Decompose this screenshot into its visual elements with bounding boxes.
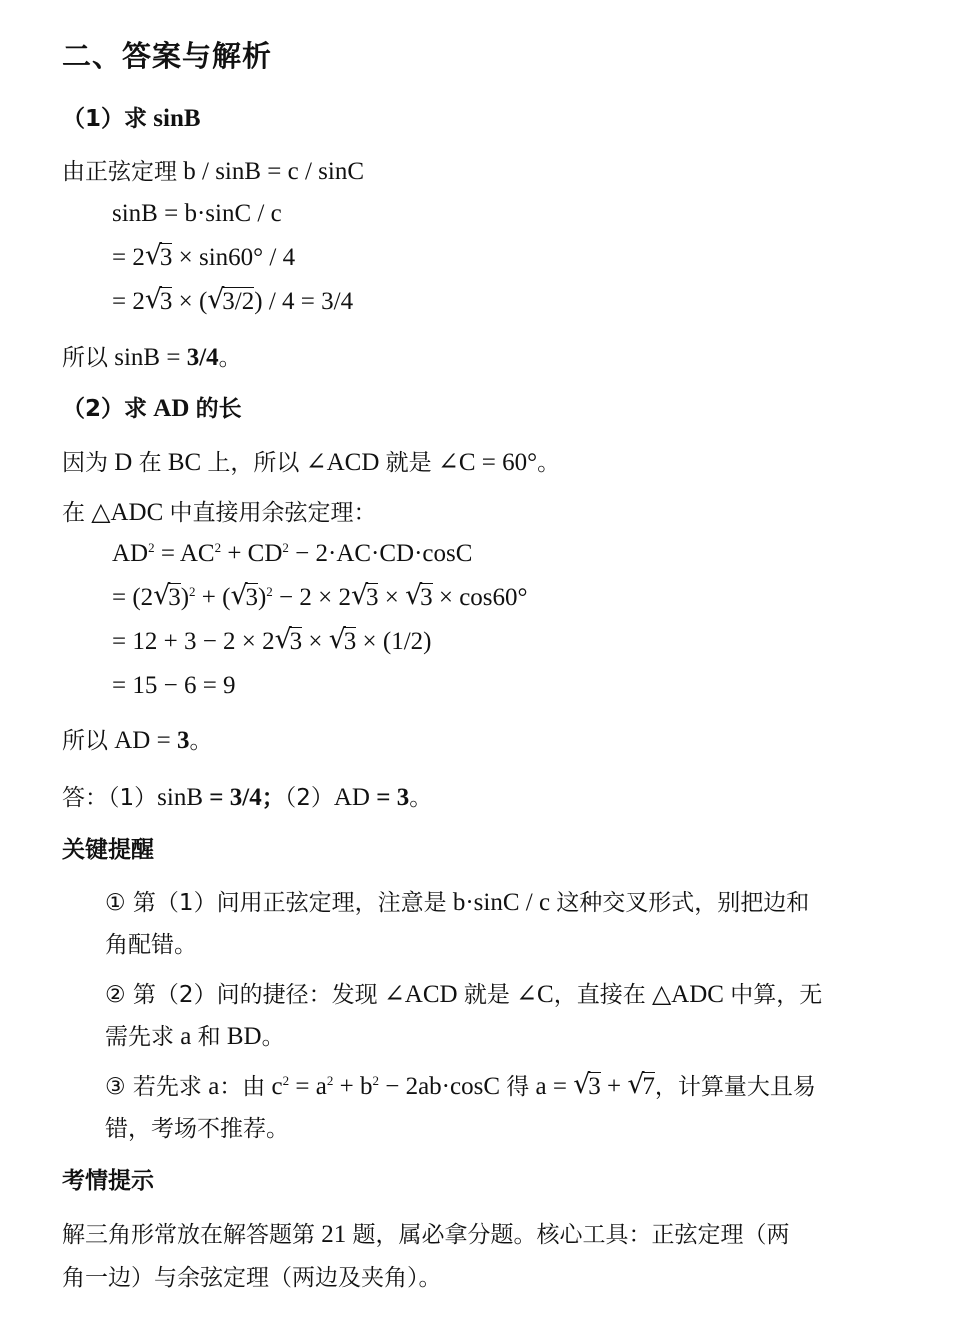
key-point-1-m: b·sinC / c: [446, 889, 557, 916]
part2-eq2-e: − 2 × 2: [272, 584, 351, 611]
key-point-1-b: 这种交叉形式，别把边和: [556, 890, 810, 916]
key-point-1-a: ① 第（1）问用正弦定理，注意是: [105, 890, 447, 916]
key-point-2-b: 就是: [463, 982, 510, 1008]
answer-p2: （2）: [284, 785, 334, 811]
key-point-3-cont: [105, 1110, 289, 1143]
part1-step3-root2: 3/2: [222, 288, 255, 315]
key-point-3-r1: 3: [588, 1073, 601, 1100]
key-point-2-g: 。: [261, 1024, 285, 1050]
key-point-3-m1: a: [201, 1073, 220, 1100]
part2-eq2-g: × cos60°: [432, 584, 528, 611]
part2-conclusion-end: 。: [189, 728, 213, 754]
key-point-3-m5: − 2ab·cosC: [378, 1073, 507, 1100]
key-point-3-m3: = a: [289, 1073, 327, 1100]
part1-line1-math: b / sinB = c / sinC: [177, 158, 365, 185]
exam-tips-line1: [62, 1216, 790, 1249]
part2-eq3-b: ×: [302, 628, 329, 655]
part2-heading-cn: 求: [124, 396, 148, 422]
exam-tips-title: 考情提示: [62, 1168, 154, 1194]
answer-p1-bold: = 3/4: [209, 784, 262, 811]
superscript: 2: [326, 1073, 334, 1088]
key-point-2-m3: △ADC: [645, 981, 731, 1008]
key-point-2-m4: a: [174, 1023, 198, 1050]
part2-conclusion: [62, 722, 212, 755]
exam-tips-line2-text: 角一边）与余弦定理（两边及夹角）。: [62, 1265, 442, 1291]
key-point-3-a: ③ 若先求: [105, 1074, 202, 1100]
exam-tips-line1-a: 解三角形常放在解答题第: [62, 1222, 315, 1248]
part2-eq3-a: = 12 + 3 − 2 × 2: [112, 628, 275, 655]
part1-conclusion-math: sinB =: [108, 344, 187, 371]
part1-step3-root1: 3: [159, 288, 173, 315]
part2-line2-cn2: 中直接用余弦定理：: [169, 500, 377, 526]
part1-heading-math: sinB: [147, 105, 201, 132]
superscript: 2: [189, 584, 196, 599]
part2-eq1-d: − 2·AC·CD·cosC: [288, 540, 473, 567]
part1-step3: [112, 284, 354, 316]
part1-step2-b: × sin60° / 4: [172, 244, 296, 271]
key-point-2-e: 需先求: [105, 1024, 174, 1050]
exam-tips-line1-m: 21: [315, 1221, 353, 1248]
part2-eq2-d: ): [257, 584, 267, 611]
part1-step1: sinB = b·sinC / c: [112, 200, 282, 227]
part2-line1-m2: BC: [161, 449, 208, 476]
key-point-2-m2: ∠C: [509, 981, 554, 1008]
part1-conclusion-end: 。: [218, 345, 242, 371]
key-point-3-m7: +: [600, 1073, 628, 1100]
part2-line2-cn1: 在: [62, 500, 85, 526]
part1-conclusion-cn: 所以: [62, 345, 108, 371]
key-point-3-m4: + b: [333, 1073, 373, 1100]
part2-eq4: = 15 − 6 = 9: [112, 672, 236, 699]
answer-p1-math: sinB: [157, 784, 210, 811]
part1-step2: [112, 240, 296, 272]
part2-line1-end: 。: [537, 450, 561, 476]
sqrt-symbol: √ 3: [144, 240, 173, 271]
part2-eq3-r1: 3: [289, 628, 303, 655]
sqrt-symbol: √ 3: [405, 580, 433, 611]
key-point-2: [105, 976, 822, 1009]
part2-eq2-r1: 3: [168, 584, 181, 611]
key-point-2-a: ② 第（2）问的捷径：发现: [105, 982, 378, 1008]
superscript: 2: [214, 540, 222, 555]
part2-eq2-c: + (: [195, 584, 231, 611]
sqrt-symbol: √ 3: [153, 580, 181, 611]
part2-heading-cn2: 的长: [195, 396, 242, 422]
exam-tips-line1-b: 题，属必拿分题。核心工具：正弦定理（两: [352, 1222, 790, 1248]
key-point-2-m5: BD: [220, 1023, 262, 1050]
superscript: 2: [148, 540, 155, 555]
part2-eq1: [112, 540, 472, 568]
part1-step3-b: × (: [172, 288, 208, 315]
part2-line1-m3: ∠ACD: [299, 449, 386, 476]
part1-conclusion-bold: 3/4: [186, 344, 219, 371]
part2-conclusion-math: AD =: [108, 727, 177, 754]
key-point-2-cont: [105, 1018, 285, 1051]
key-point-2-c: ，直接在: [553, 982, 646, 1008]
part2-eq2-a: = (2: [112, 584, 154, 611]
part2-conclusion-cn: 所以: [62, 728, 108, 754]
key-point-1-c: 角配错。: [105, 932, 197, 958]
sqrt-symbol: √ 3: [144, 284, 173, 315]
part2-line1-cn3: 上，所以: [207, 450, 300, 476]
part2-conclusion-bold: 3: [176, 727, 190, 754]
part2-eq2-b: ): [180, 584, 190, 611]
sqrt-symbol: √ 3: [230, 580, 258, 611]
part1-heading-cn: 求: [124, 106, 148, 132]
part2-eq3-r2: 3: [343, 628, 357, 655]
superscript: 2: [266, 584, 273, 599]
part2-eq1-b: = AC: [154, 540, 215, 567]
key-point-3-r2: 7: [642, 1073, 655, 1100]
answer-p2-math: AD: [333, 784, 377, 811]
part1-step3-a: = 2: [112, 288, 145, 315]
sqrt-symbol: √ 7: [627, 1069, 655, 1100]
part2-line1-m4: ∠C = 60°: [431, 449, 538, 476]
key-point-3-e: 错，考场不推荐。: [105, 1116, 289, 1142]
key-point-3-m2: c: [265, 1073, 283, 1100]
part2-line1-cn1: 因为: [62, 450, 108, 476]
section-title: 二、答案与解析: [62, 39, 273, 73]
key-point-1-cont: [105, 926, 197, 959]
part2-line1-cn4: 就是: [385, 450, 432, 476]
key-point-2-m1: ∠ACD: [377, 981, 464, 1008]
key-points-title: 关键提醒: [62, 837, 154, 863]
part1-conclusion: [62, 339, 242, 372]
part2-eq1-c: + CD: [221, 540, 283, 567]
key-point-2-f: 和: [197, 1024, 221, 1050]
part1-line1-cn: 由正弦定理: [62, 159, 177, 185]
sqrt-symbol: √ 3: [328, 624, 357, 655]
answer-p2-bold: = 3: [376, 784, 410, 811]
answer-end: 。: [409, 785, 433, 811]
part2-line1-m1: D: [108, 449, 139, 476]
superscript: 2: [372, 1073, 379, 1088]
answer-label: 答：: [62, 785, 108, 811]
key-point-1: [105, 884, 809, 917]
part2-eq1-a: AD: [112, 540, 149, 567]
part2-eq2-r3: 3: [365, 584, 379, 611]
part2-line1-cn2: 在: [138, 450, 162, 476]
part1-heading-num: （1）: [62, 106, 125, 132]
key-point-3-m6: a =: [529, 1073, 574, 1100]
part2-eq2: [112, 580, 528, 612]
sqrt-symbol: √ 3: [350, 580, 379, 611]
part1-heading: [62, 100, 201, 133]
part2-eq3: [112, 624, 432, 656]
answer-sep: ；: [261, 785, 285, 811]
sqrt-symbol: √ 3: [274, 624, 303, 655]
sqrt-symbol: √ 3: [573, 1069, 601, 1100]
part2-line1: [62, 444, 560, 477]
key-point-3-d: ，计算量大且易: [654, 1074, 816, 1100]
key-point-2-d: 中算，无: [730, 982, 823, 1008]
sqrt-symbol: √ 3/2: [207, 284, 255, 315]
part2-eq2-r4: 3: [420, 584, 433, 611]
part1-step2-a: = 2: [112, 244, 145, 271]
part2-eq2-f: ×: [378, 584, 406, 611]
part2-line2: [62, 494, 377, 527]
part2-heading-num: （2）: [62, 396, 125, 422]
part1-step2-root: 3: [159, 244, 173, 271]
part2-line2-m1: △ADC: [85, 499, 170, 526]
part2-heading-math: AD: [147, 395, 196, 422]
part2-heading: [62, 390, 242, 423]
key-point-3: [105, 1068, 816, 1101]
part1-line1: [62, 153, 364, 186]
superscript: 2: [282, 1073, 290, 1088]
part2-eq3-c: × (1/2): [356, 628, 432, 655]
key-point-3-b: ：由: [219, 1074, 266, 1100]
key-point-3-c: 得: [506, 1074, 530, 1100]
part2-eq2-r2: 3: [245, 584, 258, 611]
final-answer: [62, 779, 432, 812]
part1-step3-c: ) / 4 = 3/4: [254, 288, 354, 315]
answer-p1: （1）: [108, 785, 158, 811]
superscript: 2: [282, 540, 289, 555]
exam-tips-line2: [62, 1259, 442, 1292]
